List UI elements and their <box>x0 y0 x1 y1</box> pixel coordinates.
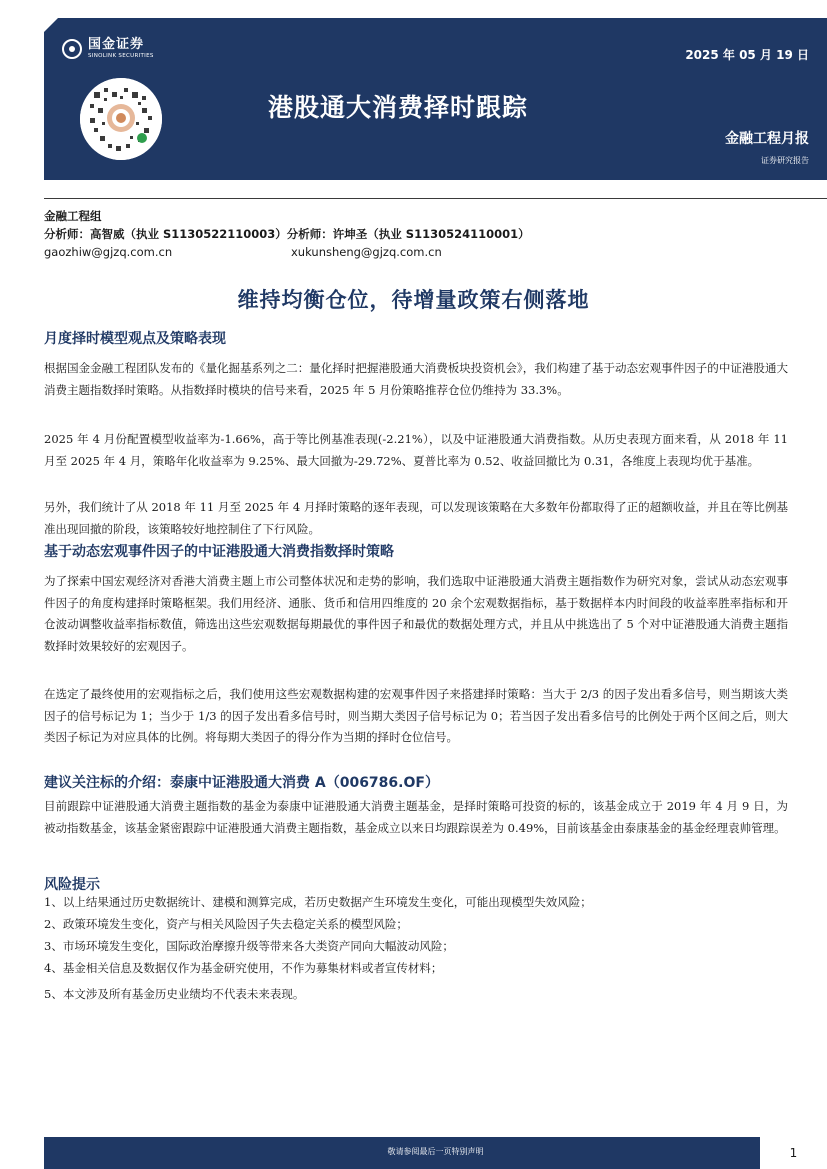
logo-en-text: SINOLINK SECURITIES <box>88 53 154 59</box>
section-paragraph: 目前跟踪中证港股通大消费主题指数的基金为泰康中证港股通大消费主题基金，是择时策略可投资的标的，该基金成立于 2019 年 4 月 9 日，为被动指数基金，该基金紧密跟踪中证港股通大消费主题指数，基金成立以来日均跟踪误差为 0.49%，目前该基金由泰康基金的基金经理袁帅管理。 <box>44 799 788 835</box>
risk-item: 4、基金相关信息及数据仅作为基金研究使用，不作为募集材料或者宣传材料； <box>44 961 443 975</box>
risk-item: 1、以上结果通过历史数据统计、建模和测算完成，若历史数据产生环境发生变化，可能出现模型失效风险； <box>44 895 592 909</box>
section-paragraph: 在选定了最终使用的宏观指标之后，我们使用这些宏观数据构建的宏观事件因子来搭建择时策略：当大于 2/3 的因子发出看多信号，则当期该大类因子的信号标记为 1；当少于 1/3 的因子发出看多信号时，则当期大类因子信号标记为 0；若当因子发出看多信号的比例处于两个区间之后，则大类因子标记为对应具体的比例。将每期大类因子的得分作为当期的择时仓位信号。 <box>44 687 788 744</box>
report-date: 2025 年 05 月 19 日 <box>685 48 809 62</box>
author-analysts: 分析师：高智威（执业 S1130522110003）分析师：许坤圣（执业 S1130524110001） <box>44 227 530 241</box>
section-paragraph: 2025 年 4 月份配置模型收益率为-1.66%，高于等比例基准表现(-2.21%），以及中证港股通大消费指数。从历史表现方面来看，从 2018 年 11 月至 2025 年 4 月，策略年化收益率为 9.25%、最大回撤为-29.72%、夏普比率为 0.52、收益回撤比为 0.31，各维度上表现均优于基准。 <box>44 432 788 468</box>
risk-item: 2、政策环境发生变化，资产与相关风险因子失去稳定关系的模型风险； <box>44 917 408 931</box>
company-logo <box>62 38 154 60</box>
section-paragraph: 另外，我们统计了从 2018 年 11 月至 2025 年 4 月择时策略的逐年表现，可以发现该策略在大多数年份都取得了正的超额收益，并且在等比例基准出现回撤的阶段，该策略较好地控制住了下行风险。 <box>44 500 788 536</box>
page-number: 1 <box>760 1137 827 1169</box>
report-subtype-label: 证券研究报告 <box>761 156 809 165</box>
qr-code-graphic <box>80 78 162 160</box>
footer-disclaimer: 敬请参阅最后一页特别声明 <box>387 1147 484 1156</box>
author-email-1[interactable]: gaozhiw@gjzq.com.cn <box>44 245 173 259</box>
section-heading: 风险提示 <box>44 877 100 893</box>
qr-code-icon <box>80 78 162 160</box>
section-heading: 基于动态宏观事件因子的中证港股通大消费指数择时策略 <box>44 544 394 560</box>
author-email-2[interactable]: xukunsheng@gjzq.com.cn <box>291 245 442 259</box>
risk-item: 3、市场环境发生变化，国际政治摩擦升级等带来各大类资产同向大幅波动风险； <box>44 939 454 953</box>
section-heading: 建议关注标的介绍：泰康中证港股通大消费 A（006786.OF） <box>44 775 439 791</box>
section-paragraph: 根据国金金融工程团队发布的《量化掘基系列之二：量化择时把握港股通大消费板块投资机会》，我们构建了基于动态宏观事件因子的中证港股通大消费主题指数择时策略。从指数择时模块的信号来看，2025 年 5 月份策略推荐仓位仍维持为 33.3%。 <box>44 361 788 397</box>
section-paragraph: 为了探索中国宏观经济对香港大消费主题上市公司整体状况和走势的影响，我们选取中证港股通大消费主题指数作为研究对象，尝试从动态宏观事件因子的角度构建择时策略框架。我们用经济、通胀、货币和信用四维度的 20 余个宏观数据指标，基于数据样本内时间段的收益率胜率指标和开仓波动调整收益率指标数值，筛选出这些宏观数据每期最优的事件因子和最优的数据处理方式，并且从中挑选出了 5 个对中证港股通大消费主题指数择时效果较好的宏观因子。 <box>44 574 788 653</box>
report-headline: 维持均衡仓位，待增量政策右侧落地 <box>237 288 590 312</box>
report-title: 港股通大消费择时跟踪 <box>268 93 529 122</box>
risk-item: 5、本文涉及所有基金历史业绩均不代表未来表现。 <box>44 987 305 1001</box>
report-type-label: 金融工程月报 <box>725 131 809 147</box>
banner-corner-cut <box>44 18 58 32</box>
header-divider <box>44 198 827 199</box>
author-group: 金融工程组 <box>44 209 102 223</box>
footer-bar <box>44 1137 827 1169</box>
logo-cn-text: 国金证券 <box>88 37 145 52</box>
logo-mark-icon <box>62 39 82 59</box>
section-heading: 月度择时模型观点及策略表现 <box>44 331 226 347</box>
